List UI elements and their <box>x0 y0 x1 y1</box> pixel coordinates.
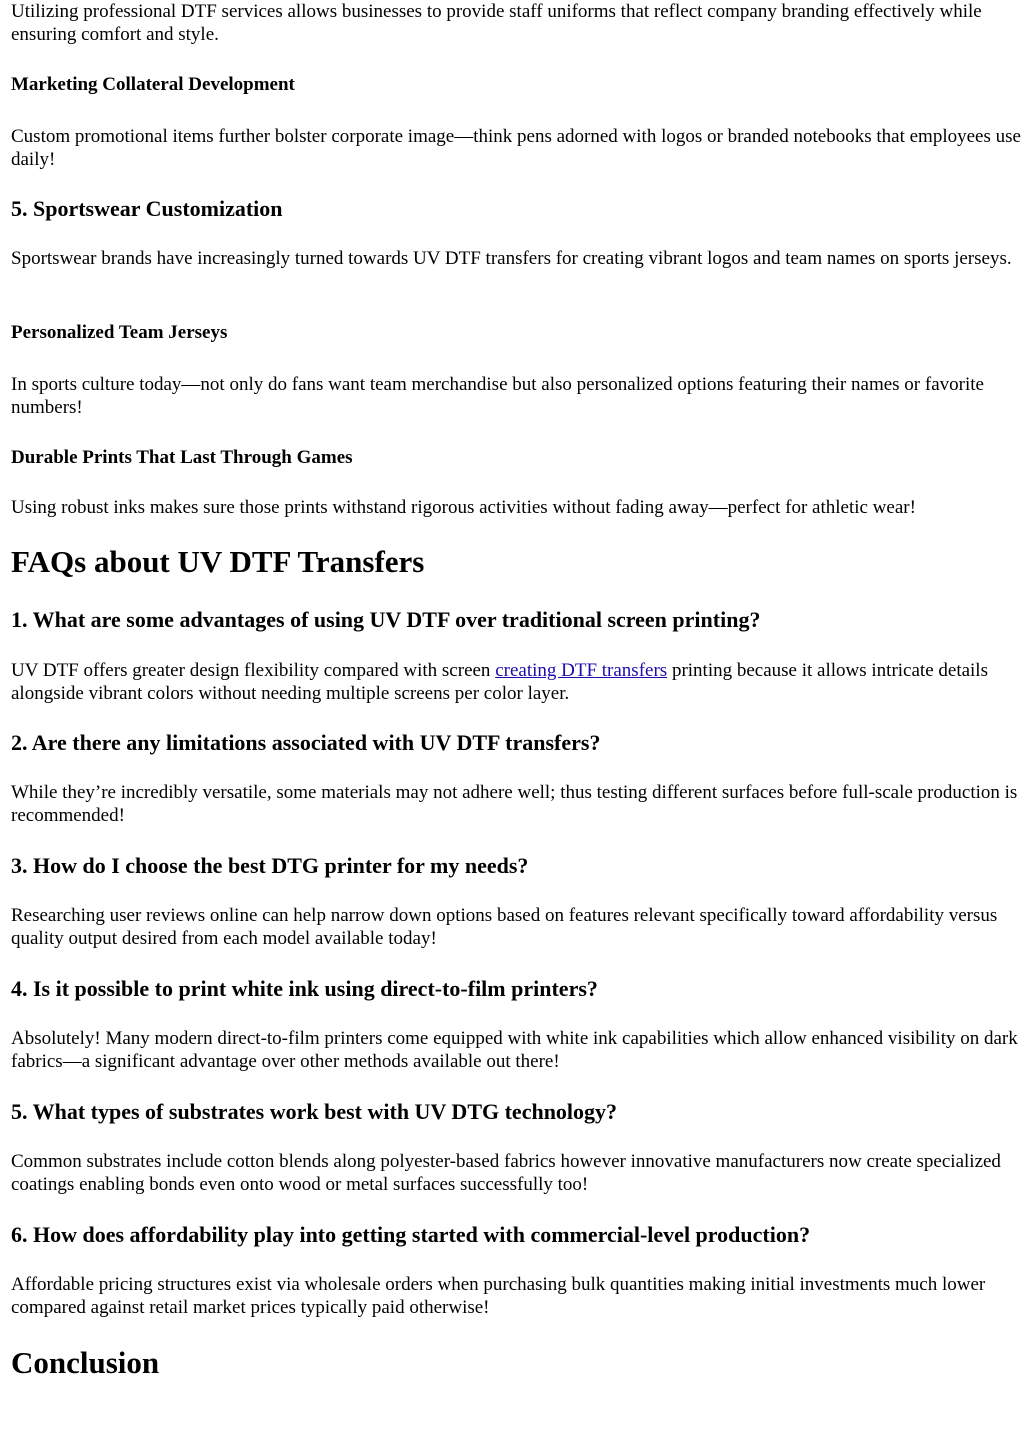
faq-answer-5: Common substrates include cotton blends along polyester-based fabrics however innovative manufacturers now create specialized coatings enabling bonds even onto wood or metal surfaces successfully too! <box>11 1151 1001 1195</box>
faq-answer-1-text-after: printing because it allows intricate details alongside vibrant colors without needing multiple screens per color layer. <box>11 660 988 704</box>
marketing-paragraph: Custom promotional items further bolster corporate image—think pens adorned with logos or branded notebooks that employees use daily! <box>11 126 1021 170</box>
durable-prints-heading: Durable Prints That Last Through Games <box>11 447 353 468</box>
sportswear-paragraph: Sportswear brands have increasingly turned towards UV DTF transfers for creating vibrant logos and team names on sports jerseys. <box>11 248 1012 269</box>
intro-paragraph: Utilizing professional DTF services allows businesses to provide staff uniforms that reflect company branding effectively while ensuring comfort and style. <box>11 1 982 45</box>
faq-answer-1 <box>11 659 1021 705</box>
faq-question-5: 5. What types of substrates work best with UV DTG technology? <box>11 1099 618 1124</box>
faq-question-3: 3. How do I choose the best DTG printer for my needs? <box>11 853 529 878</box>
faq-question-6: 6. How does affordability play into getting started with commercial-level production? <box>11 1222 811 1247</box>
faqs-heading: FAQs about UV DTF Transfers <box>11 544 425 579</box>
faq-answer-1-text-before: UV DTF offers greater design flexibility compared with screen <box>11 660 496 681</box>
faq-answer-4: Absolutely! Many modern direct-to-film printers come equipped with white ink capabilities which allow enhanced visibility on dark fabrics—a significant advantage over other methods available out there! <box>11 1028 1018 1072</box>
team-jerseys-paragraph: In sports culture today—not only do fans want team merchandise but also personalized options featuring their names or favorite numbers! <box>11 374 984 418</box>
team-jerseys-heading: Personalized Team Jerseys <box>11 322 228 343</box>
marketing-heading: Marketing Collateral Development <box>11 74 295 95</box>
conclusion-heading: Conclusion <box>11 1345 160 1380</box>
faq-answer-3: Researching user reviews online can help narrow down options based on features relevant specifically toward affordability versus quality output desired from each model available today! <box>11 905 998 949</box>
durable-prints-paragraph: Using robust inks makes sure those prints withstand rigorous activities without fading away—perfect for athletic wear! <box>11 497 916 518</box>
faq-question-1: 1. What are some advantages of using UV DTF over traditional screen printing? <box>11 607 761 632</box>
faq-question-2: 2. Are there any limitations associated with UV DTF transfers? <box>11 730 601 755</box>
faq-answer-6: Affordable pricing structures exist via wholesale orders when purchasing bulk quantities making initial investments much lower compared against retail market prices typically paid otherwise! <box>11 1274 986 1318</box>
faq-question-4: 4. Is it possible to print white ink using direct-to-film printers? <box>11 976 598 1001</box>
sportswear-heading: 5. Sportswear Customization <box>11 196 283 221</box>
creating-dtf-transfers-link[interactable]: creating DTF transfers <box>495 660 668 681</box>
faq-answer-2: While they’re incredibly versatile, some materials may not adhere well; thus testing different surfaces before full-scale production is recommended! <box>11 782 1018 826</box>
